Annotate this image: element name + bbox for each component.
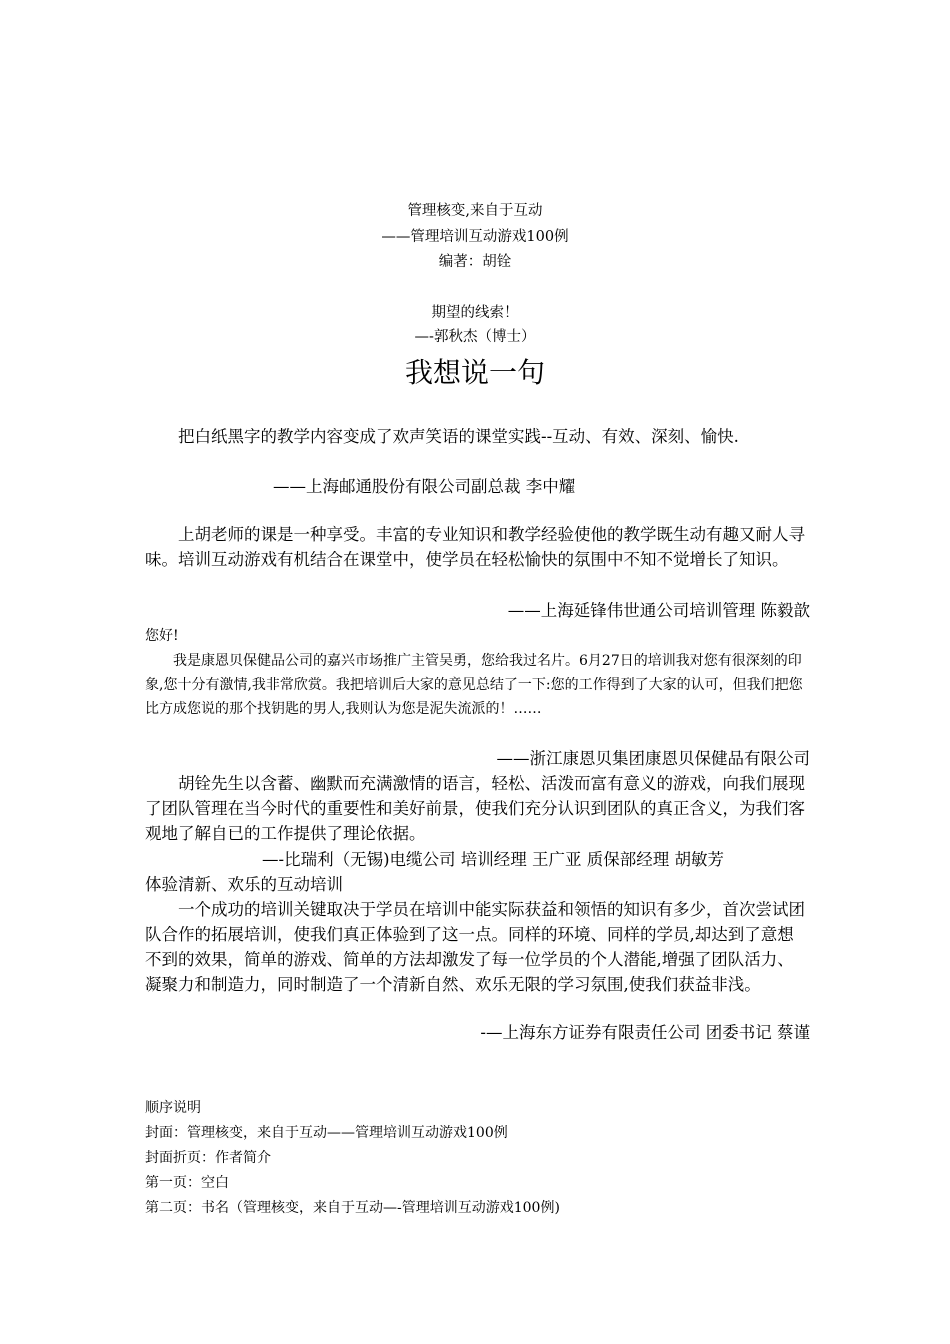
clue-author: —-郭秋杰（博士） — [414, 329, 536, 345]
order-item: 封面折页：作者简介 — [145, 1150, 271, 1166]
book-title: 管理核变,来自于互动 — [407, 203, 543, 219]
order-item: 封面：管理核变，来自于互动——管理培训互动游戏100例 — [145, 1125, 508, 1141]
testimonial-text: 一个成功的培训关键取决于学员在培训中能实际获益和领悟的知识有多少，首次尝试团队合作的拓展培训，使我们真正体验到了这一点。同样的环境、同样的学员,却达到了意想不到的效果，简单的游戏、简单的方法却激发了每一位学员的个人潜能,增强了团队活力、凝聚力和制造力，同时制造了一个清新自然、欢乐无限的学习氛围,使我们获益非浅。 — [145, 900, 805, 994]
testimonial-signature: ——上海延锋伟世通公司培训管理 陈毅歆 — [507, 601, 810, 620]
testimonial-title: 体验清新、欢乐的互动培训 — [145, 875, 343, 894]
testimonial-text: 上胡老师的课是一种享受。丰富的专业知识和教学经验使他的教学既生动有趣又耐人寻味。培训互动游戏有机结合在课堂中，使学员在轻松愉快的氛围中不知不觉增长了知识。 — [145, 525, 805, 569]
order-title: 顺序说明 — [145, 1100, 201, 1116]
section-heading: 我想说一句 — [404, 356, 545, 389]
order-item: 第一页：空白 — [145, 1175, 229, 1191]
letter-text: 我是康恩贝保健品公司的嘉兴市场推广主管吴勇，您给我过名片。6月27日的培训我对您有很深刻的印象,您十分有激情,我非常欣赏。我把培训后大家的意见总结了一下:您的工作得到了大家的认可，但我们把您比方成您说的那个找钥匙的男人,我则认为您是泥失流派的！…… — [145, 653, 803, 717]
clue-line: 期望的线索！ — [431, 305, 519, 321]
testimonial-text: 把白纸黑字的教学内容变成了欢声笑语的课堂实践--互动、有效、深刻、愉快. — [178, 427, 739, 446]
letter-greeting: 您好! — [145, 628, 179, 644]
order-item: 第二页：书名（管理核变，来自于互动—-管理培训互动游戏100例) — [145, 1200, 560, 1216]
book-subtitle: ——管理培训互动游戏100例 — [381, 229, 569, 245]
testimonial-signature: —-比瑞利（无锡)电缆公司 培训经理 王广亚 质保部经理 胡敏芳 — [262, 850, 724, 869]
testimonial-text: 胡铨先生以含蓄、幽默而充满激情的语言，轻松、活泼而富有意义的游戏，向我们展现了团队管理在当今时代的重要性和美好前景，使我们充分认识到团队的真正含义，为我们客观地了解自已的工作提供了理论依据。 — [145, 774, 805, 843]
testimonial-signature: ——上海邮通股份有限公司副总裁 李中耀 — [273, 477, 576, 496]
testimonial-signature: -—上海东方证券有限责任公司 团委书记 蔡谨 — [480, 1023, 810, 1042]
testimonial-signature: ——浙江康恩贝集团康恩贝保健品有限公司 — [496, 749, 810, 768]
book-author: 编著：胡铨 — [438, 254, 512, 270]
